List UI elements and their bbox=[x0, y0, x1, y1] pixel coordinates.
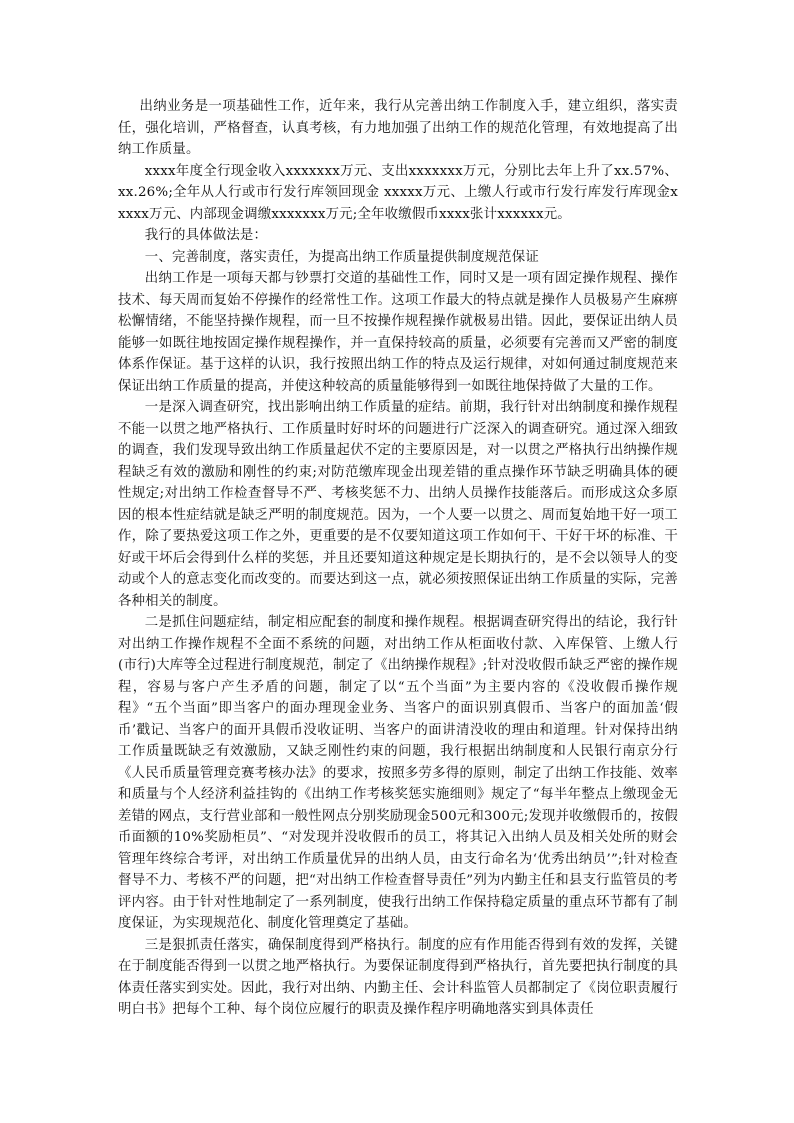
section-heading-one: 一、完善制度，落实责任，为提高出纳工作质量提供制度规范保证 bbox=[144, 249, 539, 265]
method-intro-line: 我行的具体做法是： bbox=[144, 228, 268, 243]
document-page bbox=[118, 96, 678, 1021]
body-paragraph-regulations: 二是抓住问题症结，制定相应配套的制度和操作规程。根据调查研究得出的结论，我行针对出纳工作操作规程不全面不系统的问题，对出纳工作从柜面收付款、入库保管、上缴人行(市行)大库等全过程进行制度规范，制定了《出纳操作规程》;针对没收假币缺乏严密的操作规程，容易与客户产生矛盾的问题，制定了以“五个当面”为主要内容的《没收假币操作规程》“五个当面”即当客户的面办理现金业务、当客户的面识别真假币、当客户的面加盖‘假币’戳记、当客户的面开具假币没收证明、当客户的面讲清没收的理由和道理。针对保持出纳工作质量既缺乏有效激励，又缺乏刚性约束的问题，我行根据出纳制度和人民银行南京分行《人民币质量管理竞赛考核办法》的要求，按照多劳多得的原则，制定了出纳工作技能、效率和质量与个人经济利益挂钩的《出纳工作考核奖惩实施细则》规定了“每半年整点上缴现金无差错的网点，支行营业部和一般性网点分别奖励现金500元和300元;发现并收缴假币的，按假币面额的10%奖励柜员”、“对发现并没收假币的员工，将其记入出纳人员及相关处所的财会管理年终综合考评，对出纳工作质量优异的出纳人员，由支行命名为‘优秀出纳员’”;针对检查督导不力、考核不严的问题，把“对出纳工作检查督导责任”列为内勤主任和县支行监管员的考评内容。由于针对性地制定了一系列制度，使我行出纳工作保持稳定质量的重点环节都有了制度保证，为实现规范化、制度化管理奠定了基础。 bbox=[118, 615, 678, 931]
intro-paragraph: 出纳业务是一项基础性工作，近年来，我行从完善出纳工作制度入手，建立组织，落实责任，强化培训，严格督查，认真考核，有力地加强了出纳工作的规范化管理，有效地提高了出纳工作质量。 bbox=[118, 99, 678, 157]
body-paragraph-overview: 出纳工作是一项每天都与钞票打交道的基础性工作，同时又是一项有固定操作规程、操作技术、每天周而复始不停操作的经常性工作。这项工作最大的特点就是操作人员极易产生麻痹松懈情绪，不能坚持操作规程，而一旦不按操作规程操作就极易出错。因此，要保证出纳人员能够一如既往地按固定操作规程操作，并一直保持较高的质量，必须要有完善而又严密的制度体系作保证。基于这样的认识，我行按照出纳工作的特点及运行规律，对如何通过制度规范来保证出纳工作质量的提高，并使这种较高的质量能够得到一如既往地保持做了大量的工作。 bbox=[118, 271, 678, 394]
body-paragraph-investigation: 一是深入调查研究，找出影响出纳工作质量的症结。前期，我行针对出纳制度和操作规程不能一以贯之地严格执行、工作质量时好时坏的问题进行广泛深入的调查研究。通过深入细致的调查，我们发现导致出纳工作质量起伏不定的主要原因是，对一以贯之严格执行出纳操作规程缺乏有效的激励和刚性的约束;对防范缴库现金出现差错的重点操作环节缺乏明确具体的硬性规定;对出纳工作检查督导不严、考核奖惩不力、出纳人员操作技能落后。而形成这众多原因的根本性症结就是缺乏严明的制度规范。因为，一个人要一以贯之、周而复始地干好一项工作，除了要热爱这项工作之外，更重要的是不仅要知道这项工作如何干、干好干坏的标准、干好或干坏后会得到什么样的奖惩，并且还要知道这种规定是长期执行的，是不会以领导人的变动或个人的意志变化而改变的。而要达到这一点，就必须按照保证出纳工作质量的实际，完善各种相关的制度。 bbox=[118, 400, 678, 609]
body-paragraph-responsibility: 三是狠抓责任落实，确保制度得到严格执行。制度的应有作用能否得到有效的发挥，关键在于制度能否得到一以贯之地严格执行。为要保证制度得到严格执行，首先要把执行制度的具体责任落实到实处。因此，我行对出纳、内勤主任、会计科监管人员都制定了《岗位职责履行明白书》把每个工种、每个岗位应履行的职责及操作程序明确地落实到具体责任 bbox=[118, 937, 678, 1017]
statistics-paragraph: xxxx年度全行现金收入xxxxxxx万元、支出xxxxxxx万元，分别比去年上升了xx.57%、xx.26%;全年从人行或市行发行库领回现金 xxxxx万元、上缴人行或市行发行库发行库现金xxxxx万元、内部现金调缴xxxxxxx万元;全年收缴假币xxxx张计xxxxxx元。 bbox=[118, 163, 678, 222]
